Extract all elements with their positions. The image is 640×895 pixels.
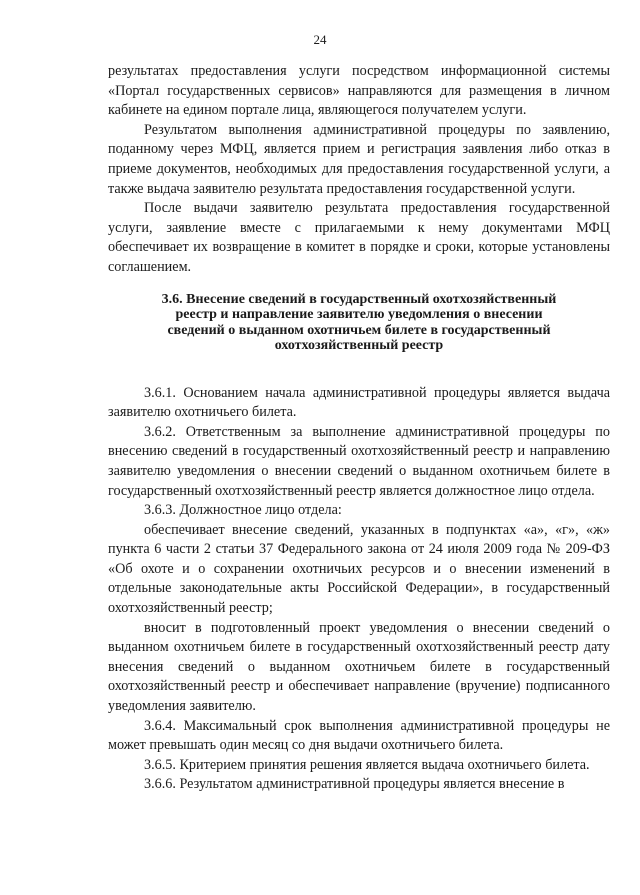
paragraph: 3.6.6. Результатом административной процедуры является внесение в	[144, 776, 565, 793]
paragraph: 3.6.1. Основанием начала административной процедуры является выдача заявителю охотничьего билета.	[108, 384, 610, 421]
paragraph: 3.6.3. Должностное лицо отдела:	[144, 502, 342, 519]
spacer	[108, 366, 610, 384]
paragraph: 3.6.4. Максимальный срок выполнения административной процедуры не может превышать один месяц со дня выдачи охотничьего билета.	[108, 717, 610, 754]
paragraph: 3.6.2. Ответственным за выполнение административной процедуры по внесению сведений в государственный охотхозяйственный реестр и направлению заявителю уведомления о внесении сведений о выданном охотничьем билете в государственный охотхозяйственный реестр является должностное лицо отдела.	[108, 423, 610, 499]
paragraph: результатах предоставления услуги посредством информационной системы «Портал государственных сервисов» направляются для размещения в личном кабинете на едином портале лица, являющегося получателем услуги.	[108, 63, 610, 119]
paragraph: 3.6.5. Критерием принятия решения является выдача охотничьего билета.	[144, 756, 590, 773]
section-heading-line: 3.6. Внесение сведений в государственный охотхозяйственный	[161, 291, 557, 307]
section-heading-line: реестр и направление заявителю уведомления о внесении	[175, 307, 543, 323]
paragraph: Результатом выполнения административной процедуры по заявлению, поданному через МФЦ, является прием и регистрация заявления либо отказ в приеме документов, необходимых для предоставления государственной услуги, а также выдача заявителю результата предоставления государственной услуги.	[108, 121, 610, 197]
document-body	[108, 62, 610, 795]
paragraph: вносит в подготовленный проект уведомления о внесении сведений о выданном охотничьем билете в государственный охотхозяйственный реестр дату внесения сведений о выданном охотничьем билете в государственный охотхозяйственный реестр и обеспечивает направление (вручение) подписанного уведомления заявителю.	[108, 619, 610, 715]
section-heading-line: сведений о выданном охотничьем билете в государственный	[167, 322, 551, 338]
paragraph: После выдачи заявителю результата предоставления государственной услуги, заявление вместе с прилагаемыми к нему документами МФЦ обеспечивает их возвращение в комитет в порядке и сроки, которые установлены соглашением.	[108, 200, 610, 275]
section-heading	[108, 292, 610, 354]
page-number: 24	[313, 32, 327, 47]
section-heading-line: охотхозяйственный реестр	[274, 338, 444, 354]
paragraph: обеспечивает внесение сведений, указанных в подпунктах «а», «г», «ж» пункта 6 части 2 статьи 37 Федерального закона от 24 июля 2009 года № 209-ФЗ «Об охоте и о сохранении охотничьих ресурсов и о внесении изменений в отдельные законодательные акты Российской Федерации», в государственный охотхозяйственный реестр;	[108, 521, 610, 617]
